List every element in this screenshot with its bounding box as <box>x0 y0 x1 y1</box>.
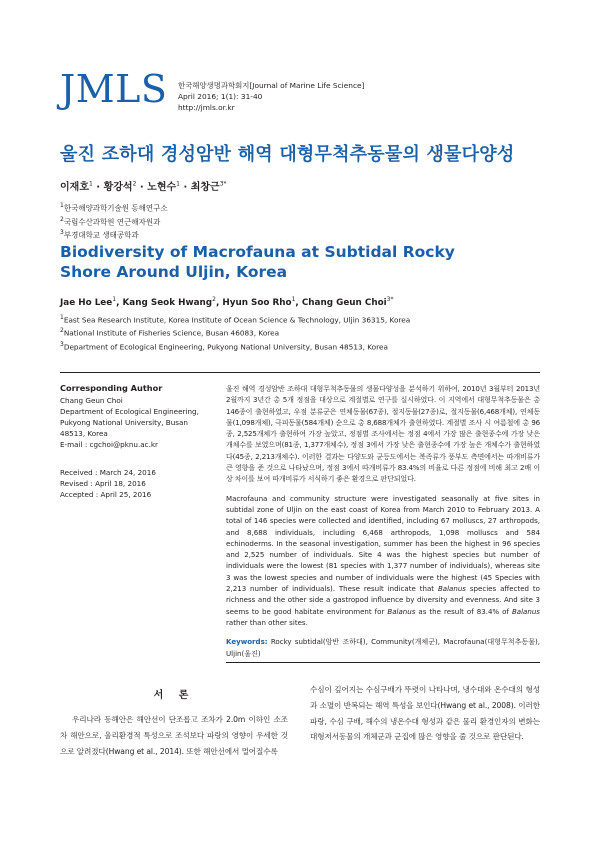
received-date: Received : March 24, 2016 <box>60 468 156 477</box>
corresponding-line: Department of Ecological Engineering, <box>60 407 199 416</box>
english-authors: Jae Ho Lee$^1$, Kang Seok Hwang$^2$, Hyun Soo Rho$^1$, Chang Geun Choi$^{3*}$ <box>60 296 394 308</box>
keywords-label: Keywords: <box>226 637 268 647</box>
accepted-date: Accepted : April 25, 2016 <box>60 490 152 499</box>
intro-right-column: 수심이 깊어지는 수심구배가 뚜렷이 나타나며, 냉수대와 온수대의 형성과 소멸이 반복되는 해역 특성을 보인다(Hwang et al., 2008). 이러한 파랑, 수심 구배, 해수의 냉온수대 형성과 같은 물리 환경인자의 변화는 대형저서동물의 개체군과 군집에 많은 영향을 줄 것으로 판단된다. <box>310 685 540 742</box>
journal-info <box>178 80 364 113</box>
abstract-english: Macrofauna and community structure were investigated seasonally at five sites in subtidal zone of Uljin on the east coast of Korea from March 2010 to February 2013. A total of 146 species were collected and identified, including 67 molluscs, 27 arthropods, and 8,688 individuals, including 6,468 arthropods, 1,098 molluscs and 584 echinoderms. In the seasonal investigation, summer has been the highest in 96 species and 2,525 number of individuals. Site 4 was the highest species but number of individuals were the lowest (81 species with 1,377 number of individuals), whereas site 3 was the lowest species and number of individuals were the highest (45 Species with 2,213 number of individuals). These result indicate that Balanus species affected to richness and the other side a gastropod influence by diversity and evenness. And site 3 seems to be good habitate environment for Balanus as the result of 83.4% of Balanus rather than other sites. <box>226 493 540 627</box>
korean-title: 울진 조하대 경성암반 해역 대형무척추동물의 생물다양성 <box>60 144 515 165</box>
author-en: Jae Ho Lee <box>60 297 113 308</box>
korean-affiliations <box>60 200 168 241</box>
author-en: Kang Seok Hwang <box>122 297 213 308</box>
author-en: Hyun Soo Rho <box>222 297 292 308</box>
journal-issue: April 2016; 1(1): 31-40 <box>178 92 263 101</box>
author-sup: 2 <box>132 180 137 188</box>
author-ko: 노현수 <box>147 182 177 193</box>
affiliation-ko: $^1$한국해양과학기술원 동해연구소 <box>60 202 168 213</box>
corresponding-email[interactable]: E-mail : cgchoi@pknu.ac.kr <box>60 440 159 449</box>
author-ko: 황강석 <box>103 182 133 193</box>
divider-rule <box>60 372 540 373</box>
corresponding-line: Chang Geun Choi <box>60 396 123 405</box>
affiliation-en: $^1$East Sea Research Institute, Korea Institute of Ocean Science & Technology, Uljin 36315, Korea <box>60 314 411 325</box>
journal-logo: JMLS <box>60 67 168 111</box>
author-ko: 최창근 <box>190 182 220 193</box>
author-sup: 1 <box>176 180 180 188</box>
affiliation-ko: $^2$국립수산과학원 연근해자원과 <box>60 215 161 226</box>
article-dates <box>60 467 210 500</box>
english-title: Biodiversity of Macrofauna at Subtidal Rocky Shore Around Uljin, Korea <box>60 243 455 281</box>
author-en: Chang Geun Choi <box>301 297 387 308</box>
journal-url[interactable]: http://jmls.or.kr <box>178 103 235 112</box>
journal-name: 한국해양생명과학회지[Journal of Marine Life Science] <box>178 81 365 90</box>
corresponding-heading: Corresponding Author <box>60 383 163 393</box>
keywords <box>226 636 540 659</box>
author-sup: 1 <box>88 180 93 188</box>
affiliation-ko: $^3$부경대학교 생태공학과 <box>60 229 139 240</box>
korean-authors: 이재호$^1$ · 황강석$^2$ · 노현수$^1$ · 최창근$^{3*}$ <box>60 180 227 193</box>
affiliation-en: $^2$National Institute of Fisheries Science, Busan 46083, Korea <box>60 327 280 338</box>
affiliation-en: $^3$Department of Ecological Engineering, Pukyong National University, Busan 48513, Korea <box>60 340 388 352</box>
corresponding-line: 48513, Korea <box>60 429 108 438</box>
article-sidebar <box>60 383 210 500</box>
intro-left-column: 우리나라 동해안은 해안선이 단조롭고 조차가 2.0m 이하인 소조차 해안으로, 울리환경적 특성으로 조석보다 파랑의 영향이 우세한 것으로 알려졌다(Hwang et al., 2014). 또한 해안선에서 멀어질수록 <box>60 715 288 756</box>
revised-date: Revised : April 18, 2016 <box>60 479 146 488</box>
introduction-heading: 서 론 <box>153 690 195 701</box>
abstract-bottom-rule <box>226 662 540 663</box>
keywords-text: Rocky subtidal(암반 조하대), Community(개체군), Macrofauna(대형무척추동물), Uljin(울진) <box>226 637 540 658</box>
author-ko: 이재호 <box>60 182 89 193</box>
abstract-korean: 울진 해역 경성암반 조하대 대형무척추동물의 생물다양성을 분석하기 위하여, 2010년 3월부터 2013년 2월까지 3년간 총 5개 정점을 대상으로 계절별로 연구를 실시하였다. 이 지역에서 대형무척추동물은 총 146종이 출현하였고, 우점 분류군은 연체동물(67종), 절지동물(27종)로, 절지동물(6,468개체), 연체동물(1,098개체), 극피동물(584개체) 순으로 총 8,688개체가 출현하였다. 계절별 조사 시 여름철에 총 96종, 2,525개체가 출현하여 가장 높았고, 정점별 조사에서는 정점 4에서 가장 많은 출현종수에 가장 낮은 개체수를 보였으며(81종, 1,377개체수), 정점 3에서 가장 낮은 출현종수에 가장 높은 개체수가 출현하였다(45종, 2,213개체수). 이러한 결과는 다양도와 균등도에서는 복족류가 풍부도 측면에서는 따개비류가 큰 영향을 준 것으로 나타났으며, 정점 3에서 따개비류가 83.4%의 비율로 다른 정점에 비해 최고 2배 이상 차이를 보여 따개비류가 서식하기 좋은 환경으로 판단되었다. <box>226 384 540 484</box>
corresponding-line: Pukyong National University, Busan <box>60 418 188 427</box>
author-sup: 3* <box>219 180 227 188</box>
english-affiliations <box>60 312 410 352</box>
abstract <box>226 383 540 667</box>
